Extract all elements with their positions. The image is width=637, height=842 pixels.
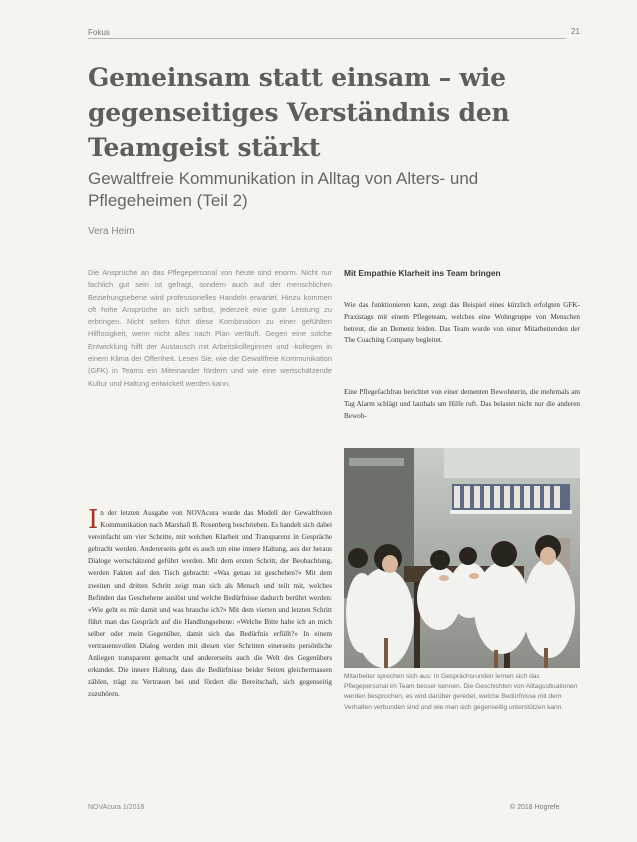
article-title: Gemeinsam statt einsam – wie gegenseitiges Verständnis den Teamgeist stärkt — [88, 63, 510, 162]
body-paragraph-left — [88, 507, 332, 701]
group-photo — [344, 448, 580, 668]
section-heading: Mit Empathie Klarheit ins Team bringen — [344, 268, 501, 278]
body-paragraph-right-1: Wie das funktionieren kann, zeigt das Beispiel eines kürzlich erfolgten GFK-Praxistags mit einem Pflegeteam, welches eine Wohngruppe von Menschen betreut, die an Demenz leiden. Das Team wurde von einer Mitarbeitenden der The Coaching Company begleitet. — [344, 301, 580, 345]
page-number: 21 — [571, 27, 580, 36]
footer-copyright: © 2018 Hogrefe — [510, 804, 560, 811]
running-header-section: Fokus — [88, 28, 110, 37]
body-paragraph-right-2: Eine Pflegefachfrau berichtet von einer dementen Bewohnerin, die mehrmals am Tag Alarm schlägt und lauthals um Hilfe ruft. Das belastet nicht nur die anderen Bewoh- — [344, 388, 580, 420]
dropcap: I — [88, 505, 99, 535]
article-author: Vera Heim — [88, 226, 135, 237]
footer-issue: NOVAcura 1/2018 — [88, 804, 145, 811]
header-rule — [88, 38, 566, 39]
article-subtitle: Gewaltfreie Kommunikation in Alltag von Alters- und Pflegeheimen (Teil 2) — [88, 169, 479, 210]
body-left-text: n der letzten Ausgabe von NOVAcura wurde das Modell der Gewaltfreien Kommunikation nach Marshall B. Rosenberg beschrieben. Es handelt sich dabei vereinfacht um vier Schritte, mit welchen Klarheit und Transparenz in Gespräche gebracht werden. Andererseits geht es auch um eine innere Haltung, aus der heraus Dialoge wertschätzend geführt werden. Mit dem ersten Schritt, der Beobachtung, werden Fakten auf den Tisch gebracht: «Was genau ist geschehen?» Mit dem zweiten und dritten Schritt zeigt man sich als Mensch und teilt mit, welches Befinden das Geschehene auslöst und welche Bedürfnisse dadurch berührt werden: «Wie geht es mir damit und was brauche ich?» Mit dem vierten und letzten Schritt führt man das Gespräch auf die Handlungsebene: «Welche Bitte habe ich an mich selber oder mein Gegenüber, damit sich das Bedürfnis erfüllt?» In einem vertrauensvollen Dialog werden mit diesen vier Schritten einerseits persönliche Anliegen transparent gemacht und andererseits auch die Welt des Gegenübers erkundet. Die innere Haltung, dass die Bedürfnisse beider Seiten gleichermassen zählen, trägt zu Vertrauen bei und fördert die Bereitschaft, sich gegenseitig zuzuhören. — [88, 509, 332, 699]
intro-paragraph: Die Ansprüche an das Pflegepersonal von heute sind enorm. Nicht nur fachlich gut sein ist gefragt, sondern auch auf der menschlichen Beziehungsebene wird professionelles Handeln erwartet. Hinzu kommen oft hohe Ansprüche an sich selbst, jederzeit eine gute Leistung zu erbringen. Nicht selten führt diese Kombination zu einer gefühlten Hilflosigkeit, wenn nicht alles nach Plan verläuft. Gegen eine solche Entwicklung hilft der Austausch mit Arbeitskolleginnen und -kollegen in einem Klima der Offenheit. Lesen Sie, wie die Gewaltfreie Kommunikation (GFK) in Teams ein Miteinander fördern und wie eine wertschätzende Kultur und Haltung entwickelt werden kann. — [88, 268, 332, 388]
group-photo-illustration — [344, 448, 580, 668]
photo-caption: Mitarbeiter sprechen sich aus: In Gesprächsrunden lernen sich das Pflegepersonal im Team besser kennen. Die Geschichten von Alltagssituationen werden besprochen, es wird darüber geredet, welche Bedürfnisse mit dem Verhalten verbunden sind und wie man sich gegenseitig unterstützen kann. — [344, 673, 578, 711]
